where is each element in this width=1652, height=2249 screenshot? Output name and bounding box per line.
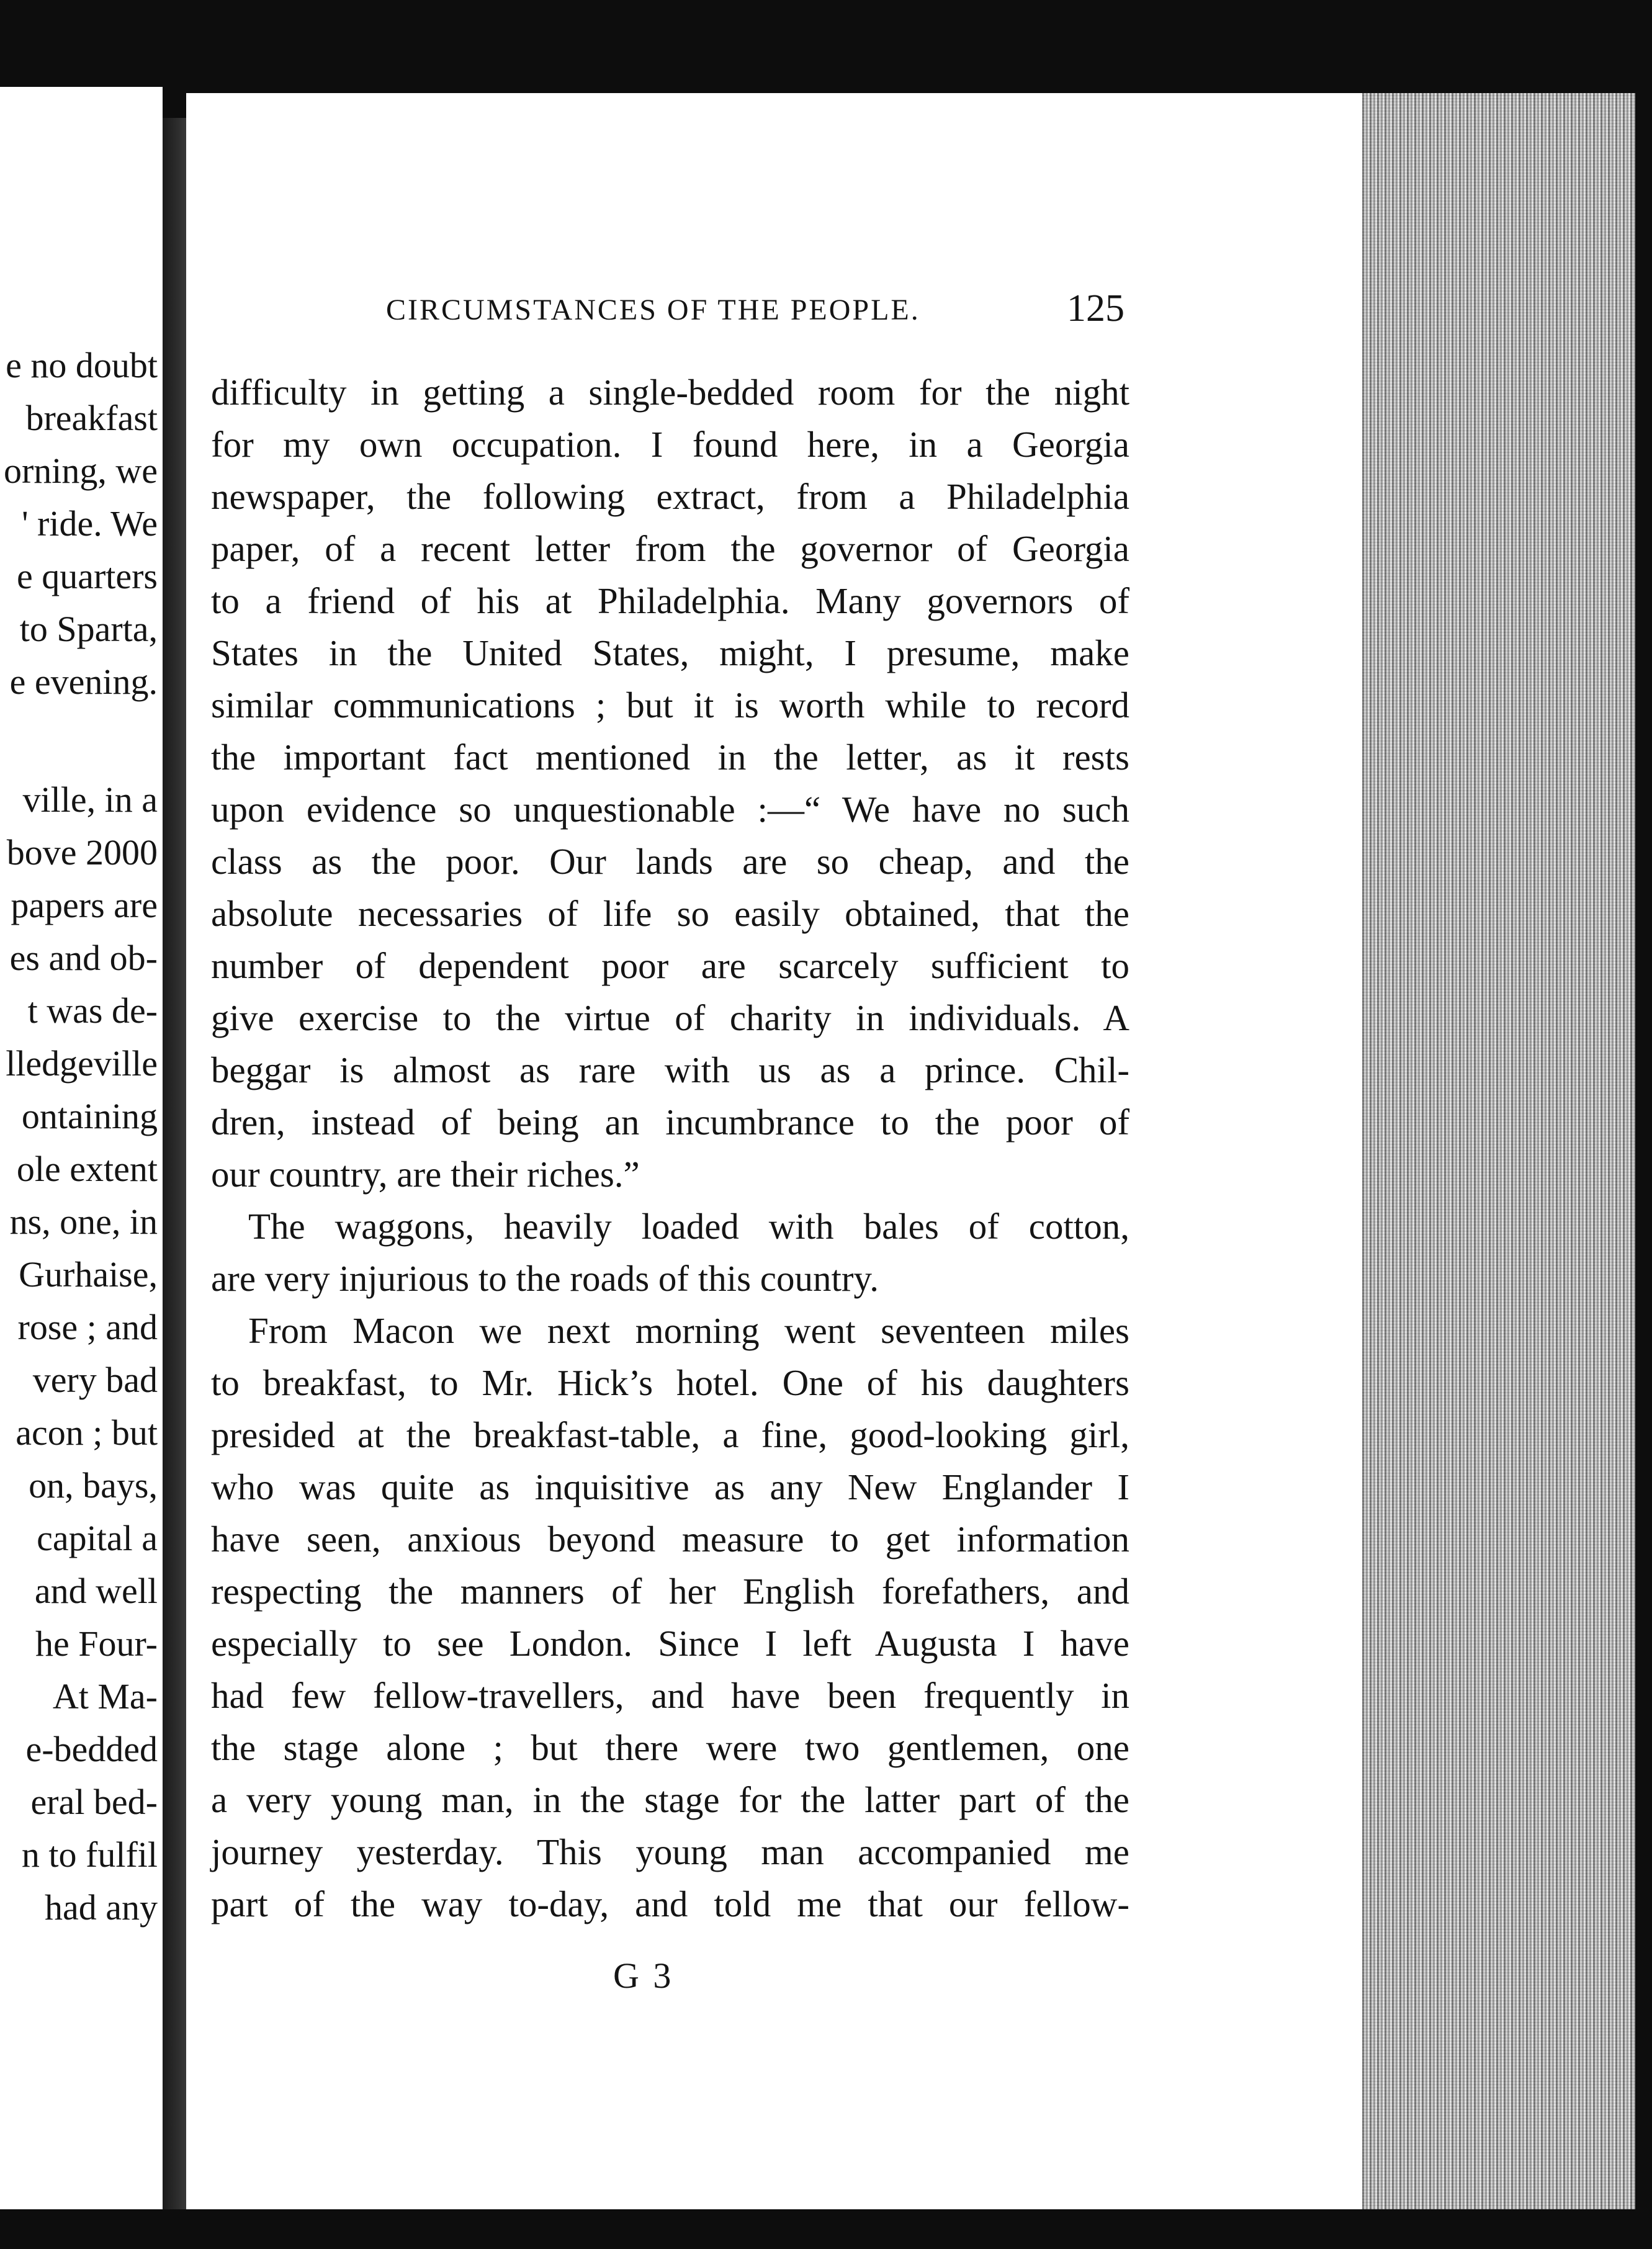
running-header [386, 287, 1125, 330]
left-page-line: e no doubt [6, 345, 158, 385]
left-page-line: on, bays, [29, 1465, 158, 1506]
page-number: 125 [1067, 287, 1125, 330]
text-line: our country, are their riches.” [211, 1154, 640, 1195]
left-page-line: acon ; but [16, 1412, 158, 1453]
text-line: the stage alone ; but there were two gentlemen, one [211, 1727, 1129, 1768]
left-page-line: t was de- [27, 990, 158, 1031]
left-page-line: orning, we [3, 451, 158, 491]
text-line: have seen, anxious beyond measure to get information [211, 1519, 1129, 1560]
text-line: a very young man, in the stage for the latter part of the [211, 1779, 1129, 1820]
text-line: newspaper, the following extract, from a Philadelphia [211, 476, 1129, 517]
text-line: number of dependent poor are scarcely sufficient to [211, 945, 1129, 986]
left-page-line: very bad [32, 1360, 158, 1400]
running-header-title: CIRCUMSTANCES OF THE PEOPLE. [386, 294, 920, 326]
text-line: are very injurious to the roads of this country. [211, 1258, 879, 1299]
text-line: presided at the breakfast-table, a fine, good-looking girl, [211, 1414, 1129, 1455]
facing-page-left [0, 87, 163, 2249]
text-line: journey yesterday. This young man accompanied me [211, 1831, 1129, 1872]
text-line: similar communications ; but it is worth while to record [211, 685, 1129, 725]
left-page-line: bove 2000 [6, 832, 158, 873]
text-line: give exercise to the virtue of charity in individuals. A [211, 997, 1129, 1038]
left-page-line: eral bed- [30, 1782, 158, 1822]
left-page-line: rose ; and [17, 1307, 158, 1347]
scan-bottom-border [0, 2209, 1652, 2249]
text-line: who was quite as inquisitive as any New Englander I [211, 1466, 1129, 1507]
text-line: difficulty in getting a single-bedded room for the night [211, 372, 1129, 413]
left-page-line: ' ride. We [22, 503, 158, 544]
text-line: the important fact mentioned in the letter, as it rests [211, 737, 1129, 778]
left-page-line: ontaining [21, 1096, 158, 1136]
text-line: The waggons, heavily loaded with bales of cotton, [248, 1206, 1129, 1247]
text-line: to breakfast, to Mr. Hick’s hotel. One of his daughters [211, 1362, 1129, 1403]
left-page-line: capital a [37, 1518, 158, 1558]
text-line: States in the United States, might, I presume, make [211, 632, 1129, 673]
left-page-line: had any [45, 1887, 158, 1928]
text-line: part of the way to-day, and told me that our fellow- [211, 1883, 1129, 1924]
left-page-line: ole extent [16, 1149, 158, 1189]
left-page-line: n to fulfil [21, 1834, 158, 1875]
left-page-line: Gurhaise, [19, 1254, 158, 1295]
text-line: paper, of a recent letter from the governor of Georgia [211, 528, 1129, 569]
left-page-line: e quarters [16, 556, 158, 596]
left-page-line: ville, in a [22, 779, 158, 820]
text-line: for my own occupation. I found here, in a Georgia [211, 424, 1129, 465]
text-line: dren, instead of being an incumbrance to the poor of [211, 1102, 1129, 1142]
text-line: upon evidence so unquestionable :—“ We have no such [211, 789, 1129, 830]
left-page-line: and well [34, 1571, 158, 1611]
text-line: especially to see London. Since I left Augusta I have [211, 1623, 1129, 1664]
left-page-line: ns, one, in [9, 1201, 158, 1242]
signature-mark: G 3 [613, 1955, 674, 1996]
text-line: beggar is almost as rare with us as a prince. Chil- [211, 1049, 1129, 1090]
text-line: From Macon we next morning went seventeen miles [248, 1310, 1129, 1351]
left-page-line: e-bedded [25, 1729, 158, 1769]
left-page-line: At Ma- [52, 1676, 158, 1717]
left-page-line: lledgeville [6, 1043, 158, 1084]
left-page-line: es and ob- [9, 938, 158, 978]
left-page-line: to Sparta, [19, 609, 158, 649]
text-line: absolute necessaries of life so easily obtained, that the [211, 893, 1129, 934]
left-page-line: he Four- [35, 1623, 158, 1664]
left-page-line: breakfast [25, 398, 158, 438]
text-line: had few fellow-travellers, and have been frequently in [211, 1675, 1129, 1716]
text-line: respecting the manners of her English forefathers, and [211, 1571, 1129, 1612]
text-line: to a friend of his at Philadelphia. Many governors of [211, 580, 1129, 621]
text-line: class as the poor. Our lands are so cheap, and the [211, 841, 1129, 882]
left-page-line: papers are [11, 885, 158, 925]
left-page-line: e evening. [9, 662, 158, 702]
page-edges [1362, 93, 1635, 2215]
